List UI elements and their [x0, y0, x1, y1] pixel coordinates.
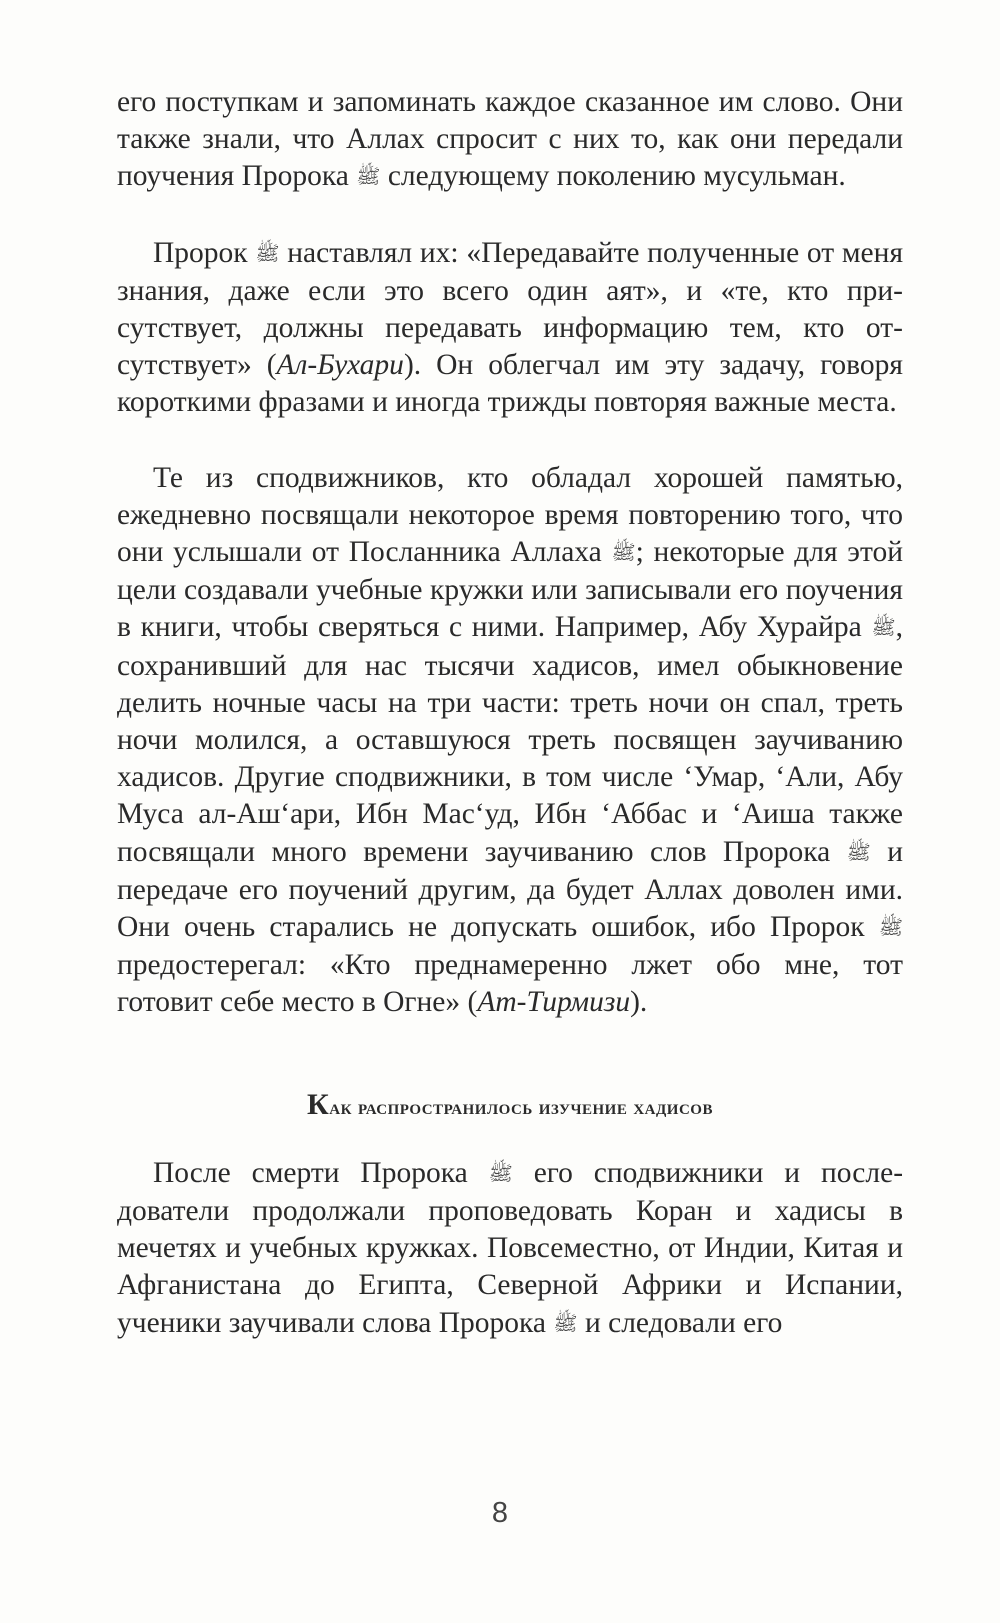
paragraph-4-text-c: и следовали его	[577, 1306, 783, 1339]
paragraph-4-text-a: После смерти Пророка	[153, 1156, 489, 1189]
paragraph-4	[117, 1155, 903, 1343]
heading-initial: К	[307, 1087, 330, 1121]
paragraph-3-text-f: ).	[630, 986, 648, 1019]
citation-source: Ат-Тирмизи	[477, 986, 631, 1019]
radiyallah-symbol: ﷺ	[871, 617, 896, 640]
salawat-symbol: ﷺ	[488, 1162, 513, 1185]
heading-text: ак распространилось изучение хадисов	[329, 1093, 713, 1119]
paragraph-2-text-a: Пророк	[153, 236, 256, 269]
salawat-symbol: ﷺ	[878, 917, 903, 940]
paragraph-1	[117, 84, 903, 197]
paragraph-3-text-d: и передаче его поучений другим, да будет Аллах доволен ими. Они очень старались не допускать ошибок, ибо Пророк	[117, 835, 903, 944]
paragraph-3-text-b: ; некоторые для этой цели создавали учебные кружки или записывали его поучения в книги, чтобы сверяться с ними. Например, Абу Хурайра	[117, 536, 903, 644]
citation-source: Ал-Бухари	[276, 349, 404, 382]
paragraph-3-text-c: , сохранивший для нас тысячи хадисов, имел обыкновение делить ночные часы на три части: треть ночи он спал, треть ночи молился, а оставшуюся треть посвящен заучиванию хадисов. Другие сподвижники, в том числе ‘Умар, ‘Али, Абу Муса ал-Аш‘ари, Ибн Мас‘уд, Ибн ‘Аббас и ‘Аиша также посвящали много времени заучиванию слов Пророка	[117, 611, 903, 868]
salawat-symbol: ﷺ	[611, 542, 636, 565]
paragraph-4-text-b: его сподвижники и последователи продолжали проповедовать Коран и хадисы в мечетях и учебных кружках. Повсеместно, от Индии, Китая и Афганистана до Египта, Северной Африки и Испании, ученики заучивали слова Пророка	[117, 1156, 904, 1339]
section-heading	[117, 1086, 903, 1125]
salawat-symbol: ﷺ	[356, 166, 381, 189]
paragraph-3-text-e: предостерегал: «Кто преднамеренно лжет обо мне, тот готовит себе место в Огне» (	[117, 949, 903, 1019]
paragraph-1-text-b: следующему поколению мусульман.	[380, 160, 846, 193]
paragraph-2-text-c: ). Он облегчал им эту задачу, говоря короткими фразами и иногда трижды повторяя важные места.	[117, 349, 903, 419]
salawat-symbol: ﷺ	[846, 841, 871, 864]
body-text	[117, 84, 903, 1343]
paragraph-2-text-b: наставлял их: «Передавайте полученные от меня знания, даже если это всего один аят», и «те, кто присутствует, должны передавать информацию тем, кто отсутствует» (	[117, 236, 904, 382]
paragraph-1-text-a: его поступкам и запоминать каждое сказанное им слово. Они также знали, что Аллах спросит с них то, как они передали поучения Пророка	[117, 86, 903, 193]
paragraph-3	[117, 460, 903, 1022]
salawat-symbol: ﷺ	[553, 1312, 578, 1335]
page-number: 8	[491, 1497, 509, 1529]
paragraph-2	[117, 235, 903, 422]
salawat-symbol: ﷺ	[255, 242, 280, 265]
paragraph-3-text-a: Те из сподвижников, кто обладал хорошей памятью, ежедневно посвящали некоторое время повторению того, что они услышали от Посланника Аллаха	[117, 461, 903, 569]
